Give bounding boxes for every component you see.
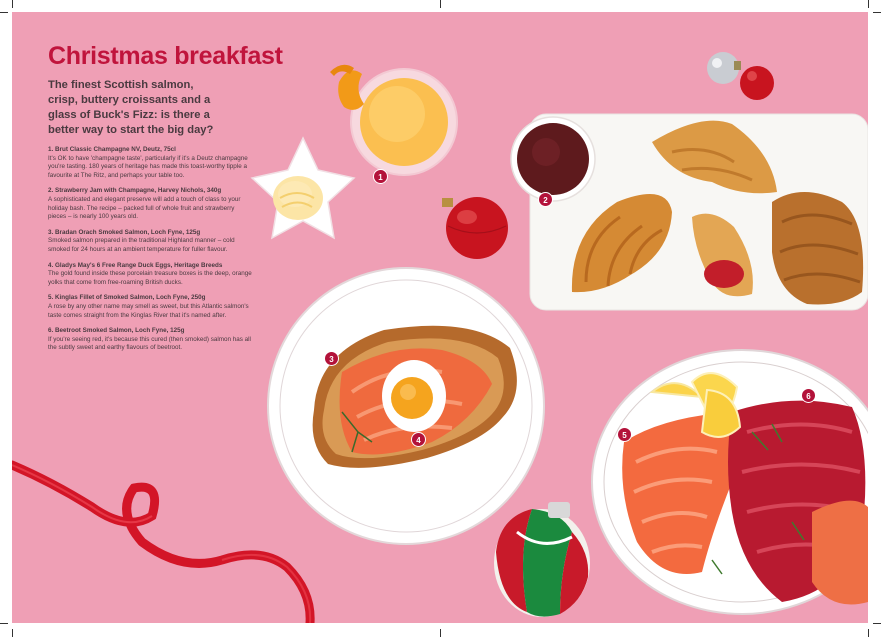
crop-mark-bottom-left-v [12,629,13,637]
product-description: It's OK to have 'champagne taste', particularly if it's a Deutz champagne you're tasting. 180 years of heritage has made this toast-worthy tipple a favourite at The Ritz, and perhaps your table too. [48,154,248,179]
number-badge-1: 1 [373,169,388,184]
product-item-5 [48,294,253,320]
product-name: 2. Strawberry Jam with Champagne, Harvey Nichols, 340g [48,187,222,195]
product-item-4 [48,262,253,288]
crop-mark-top-left-v [12,0,13,8]
crop-mark-top-mid [440,0,441,8]
number-badge-3: 3 [324,351,339,366]
product-name: 4. Gladys May's 6 Free Range Duck Eggs, Heritage Breeds [48,261,223,269]
red-ribbon [12,465,310,623]
crop-mark-bottom-mid [440,629,441,637]
crop-mark-bottom-left [0,623,8,624]
page-title: Christmas breakfast [48,42,283,70]
product-name: 5. Kinglas Fillet of Smoked Salmon, Loch Fyne, 250g [48,294,206,302]
silver-and-red-baubles [707,52,774,100]
toast-plate [268,268,544,544]
number-badge-4: 4 [411,432,426,447]
magazine-spread [12,12,868,623]
product-description: Smoked salmon prepared in the traditional Highland manner – cold smoked for 24 hours at an ambient temperature for fuller flavour. [48,237,235,253]
number-badge-2: 2 [538,192,553,207]
crop-mark-bottom-right [873,623,881,624]
crop-mark-top-left [0,12,8,13]
product-item-1 [48,146,253,180]
intro-paragraph: The finest Scottish salmon, crisp, buttery croissants and a glass of Buck's Fizz: is there a better way to start the big day? [48,79,214,136]
striped-bauble [494,502,590,617]
product-description: A sophisticated and elegant preserve will add a touch of class to your holiday bash. The recipe – packed full of whole fruit and strawberry pieces – is nearly 100 years old. [48,195,241,221]
crop-mark-bottom-right-v [868,629,869,637]
champagne-glass [330,65,457,175]
crop-mark-top-right-v [868,0,869,8]
crop-mark-top-right [873,12,881,13]
product-description: A rose by any other name may smell as sweet, but this Atlantic salmon's taste comes straight from the Kinglas River that it's named after. [48,302,249,319]
number-badge-6: 6 [801,388,816,403]
product-description: If you're seeing red, it's because this cured (then smoked) salmon has all the subtly sweet and earthy flavours of beetroot. [48,335,251,352]
product-item-6 [48,327,253,353]
red-bauble [442,197,508,259]
star-dish-butter [252,138,354,238]
product-list [48,146,253,360]
product-item-2 [48,187,253,221]
product-name: 3. Bradan Orach Smoked Salmon, Loch Fyne, 125g [48,228,201,236]
product-name: 1. Brut Classic Champagne NV, Deutz, 75cl [48,146,176,153]
salmon-platter [592,350,868,614]
croissant-tray [511,114,868,310]
product-name: 6. Beetroot Smoked Salmon, Loch Fyne, 125g [48,327,185,335]
number-badge-5: 5 [617,427,632,442]
product-description: The gold found inside these porcelain treasure boxes is the deep, orange yolks that come from free-roaming British ducks. [48,270,252,286]
product-item-3 [48,229,253,255]
